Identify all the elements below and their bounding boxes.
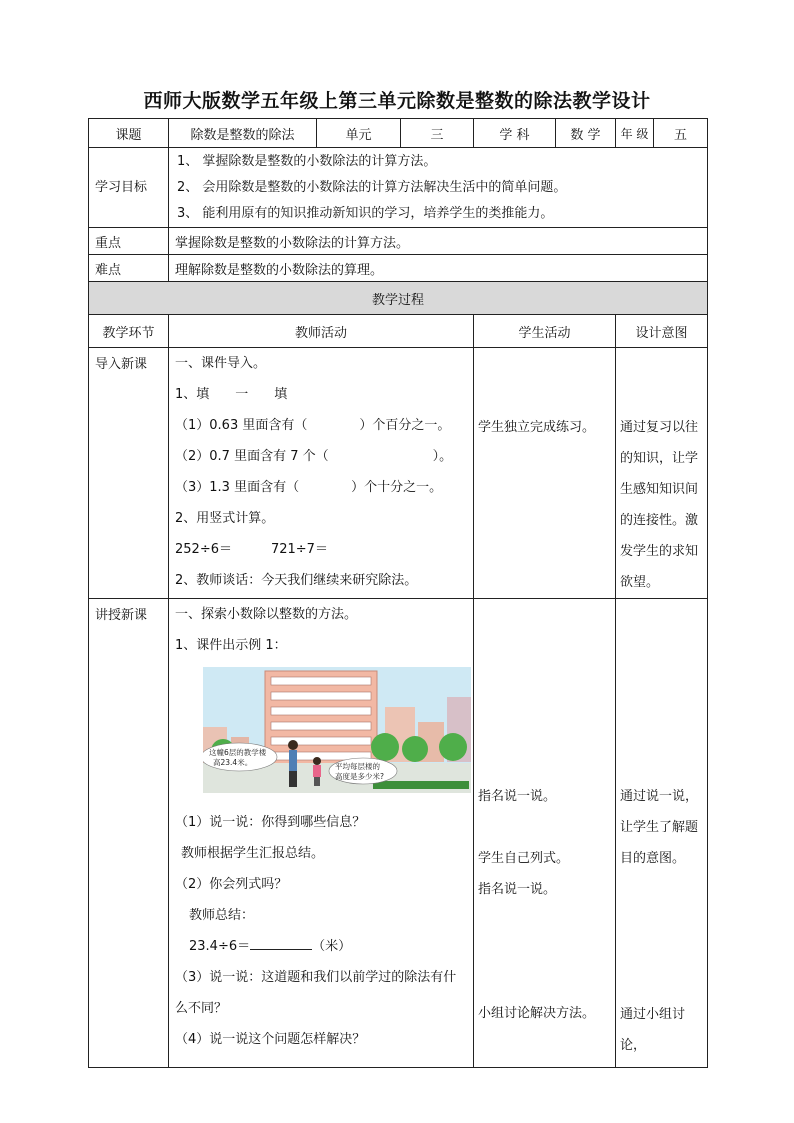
- teach-line: （1）说一说：你得到哪些信息？: [175, 815, 366, 830]
- goals-label: 学习目标: [89, 148, 169, 228]
- column-intent: 设计意图: [616, 315, 708, 348]
- goals-row: [89, 148, 708, 228]
- subject-label: 学 科: [474, 119, 556, 148]
- intro-line: （3）1.3 里面含有（ ）个十分之一。: [175, 480, 443, 495]
- student-figure: [313, 757, 321, 786]
- intro-line: 一、课件导入。: [175, 356, 267, 371]
- answer-blank: [250, 935, 312, 950]
- teach-line: 教师总结：: [189, 908, 255, 923]
- intro-design-intent: [616, 348, 708, 599]
- intro-line: 2、教师谈话：今天我们继续来研究除法。: [175, 573, 418, 588]
- process-heading-row: [89, 282, 708, 315]
- equation-unit: （米）: [312, 939, 352, 954]
- example-illustration: [203, 667, 471, 793]
- subject-value: 数 学: [556, 119, 616, 148]
- teach-student-activity: [474, 599, 616, 1068]
- speech-bubble-left: [203, 743, 277, 771]
- goal-item: 3、 能利用原有的知识推动新知识的学习，培养学生的类推能力。: [177, 205, 554, 221]
- lesson-label: 课题: [89, 119, 169, 148]
- svg-text:这幢6层的教学楼: 这幢6层的教学楼: [209, 748, 267, 757]
- column-stage: 教学环节: [89, 315, 169, 348]
- teach-intent-text: 通过小组讨论，: [620, 1007, 686, 1053]
- teach-equation: [169, 931, 473, 962]
- equation-left: 23.4÷6＝: [189, 939, 251, 954]
- intro-stage: 导入新课: [89, 348, 169, 599]
- teacher-figure: [288, 740, 298, 787]
- intro-line: 2、用竖式计算。: [175, 511, 275, 526]
- speech-bubble-right: [329, 758, 397, 784]
- teach-student-text: 小组讨论解决方法。: [478, 1006, 596, 1021]
- page-title: 西师大版数学五年级上第三单元除数是整数的除法教学设计: [143, 90, 651, 112]
- svg-text:高23.4米。: 高23.4米。: [213, 758, 253, 767]
- lesson-plan-table: [88, 118, 708, 1068]
- intro-line: 1、填 一 填: [175, 387, 288, 402]
- process-heading: 教学过程: [89, 282, 708, 315]
- teach-line: 教师根据学生汇报总结。: [181, 846, 325, 861]
- intro-line: （1）0.63 里面含有（ ）个百分之一。: [175, 418, 451, 433]
- lesson-value: 除数是整数的除法: [169, 119, 317, 148]
- teach-line: （4）说一说这个问题怎样解决？: [175, 1032, 366, 1047]
- unit-label: 单元: [317, 119, 401, 148]
- teach-intent-text: 通过说一说，让学生了解题目的意图。: [620, 789, 699, 866]
- teach-line: 么不同？: [175, 1001, 228, 1016]
- intro-student-text: 学生独立完成练习。: [478, 420, 596, 435]
- goals-list: [169, 148, 708, 228]
- goal-item: 2、 会用除数是整数的小数除法的计算方法解决生活中的简单问题。: [177, 179, 567, 195]
- grade-value: 五: [654, 119, 708, 148]
- intro-teacher-activity: [169, 348, 474, 599]
- teach-student-text: 学生自己列式。: [478, 851, 570, 866]
- grade-label: 年 级: [616, 119, 654, 148]
- teach-student-text: 指名说一说。: [478, 882, 557, 897]
- svg-text:平均每层楼的: 平均每层楼的: [335, 762, 380, 771]
- column-teacher: 教师活动: [169, 315, 474, 348]
- process-column-header: [89, 315, 708, 348]
- key-point-value: 掌握除数是整数的小数除法的计算方法。: [169, 228, 708, 255]
- teach-student-text: 指名说一说。: [478, 789, 557, 804]
- teach-row: [89, 599, 708, 1068]
- intro-intent-text: 通过复习以往的知识，让学生感知知识间的连接性。激发学生的求知欲望。: [620, 420, 699, 590]
- svg-text:高度是多少米?: 高度是多少米?: [335, 772, 384, 781]
- difficulty-value: 理解除数是整数的小数除法的算理。: [169, 255, 708, 282]
- difficulty-label: 难点: [89, 255, 169, 282]
- difficulty-row: [89, 255, 708, 282]
- teach-line: （2）你会列式吗？: [175, 877, 288, 892]
- hedge: [373, 781, 469, 789]
- teach-line: 一、探索小数除以整数的方法。: [175, 607, 358, 622]
- teach-teacher-activity: [169, 599, 474, 1068]
- teach-stage: 讲授新课: [89, 599, 169, 1068]
- teach-design-intent: [616, 599, 708, 1068]
- column-student: 学生活动: [474, 315, 616, 348]
- goal-item: 1、 掌握除数是整数的小数除法的计算方法。: [177, 153, 437, 169]
- header-row: [89, 119, 708, 148]
- key-point-label: 重点: [89, 228, 169, 255]
- teach-line: 1、课件出示例 1：: [175, 638, 287, 653]
- intro-line: 252÷6＝ 721÷7＝: [175, 542, 328, 557]
- teach-line: （3）说一说：这道题和我们以前学过的除法有什: [175, 970, 457, 985]
- intro-row: [89, 348, 708, 599]
- intro-line: （2）0.7 里面含有 7 个（ ）。: [175, 449, 453, 464]
- unit-value: 三: [401, 119, 474, 148]
- key-point-row: [89, 228, 708, 255]
- intro-student-activity: [474, 348, 616, 599]
